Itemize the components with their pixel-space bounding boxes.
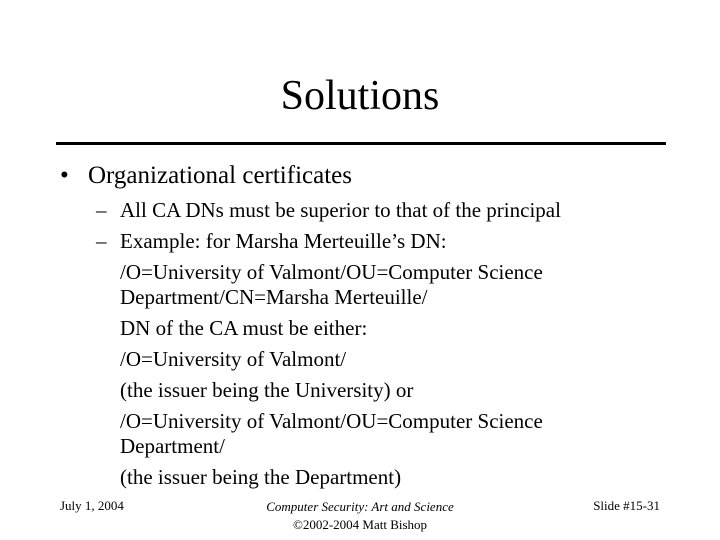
footer-copyright: ©2002-2004 Matt Bishop <box>292 517 428 532</box>
continuation-line: (the issuer being the University) or <box>120 378 414 402</box>
continuation-line: Department/ <box>120 434 225 458</box>
title-underline <box>56 142 666 145</box>
footer-course: Computer Security: Art and Science <box>266 499 454 514</box>
continuation-line: Department/CN=Marsha Merteuille/ <box>120 285 428 309</box>
slide-title: Solutions <box>280 73 440 119</box>
bullet-text: Organizational certificates <box>88 162 352 189</box>
sub-item-text: All CA DNs must be superior to that of the principal <box>120 198 561 222</box>
dash-mark: – <box>96 198 107 222</box>
dash-mark: – <box>96 229 107 253</box>
continuation-line: /O=University of Valmont/OU=Computer Science <box>120 409 543 433</box>
bullet-mark: • <box>60 162 69 189</box>
continuation-line: /O=University of Valmont/ <box>120 347 347 371</box>
footer-date: July 1, 2004 <box>60 498 124 513</box>
continuation-line: DN of the CA must be either: <box>120 316 368 340</box>
bullet-item <box>60 160 352 192</box>
footer-slide-number: Slide #15-31 <box>593 498 660 513</box>
sub-item-text: Example: for Marsha Merteuille’s DN: <box>120 229 447 253</box>
sub-item <box>96 229 447 253</box>
sub-item <box>96 198 561 222</box>
continuation-line: (the issuer being the Department) <box>120 465 402 489</box>
continuation-line: /O=University of Valmont/OU=Computer Science <box>120 260 543 284</box>
